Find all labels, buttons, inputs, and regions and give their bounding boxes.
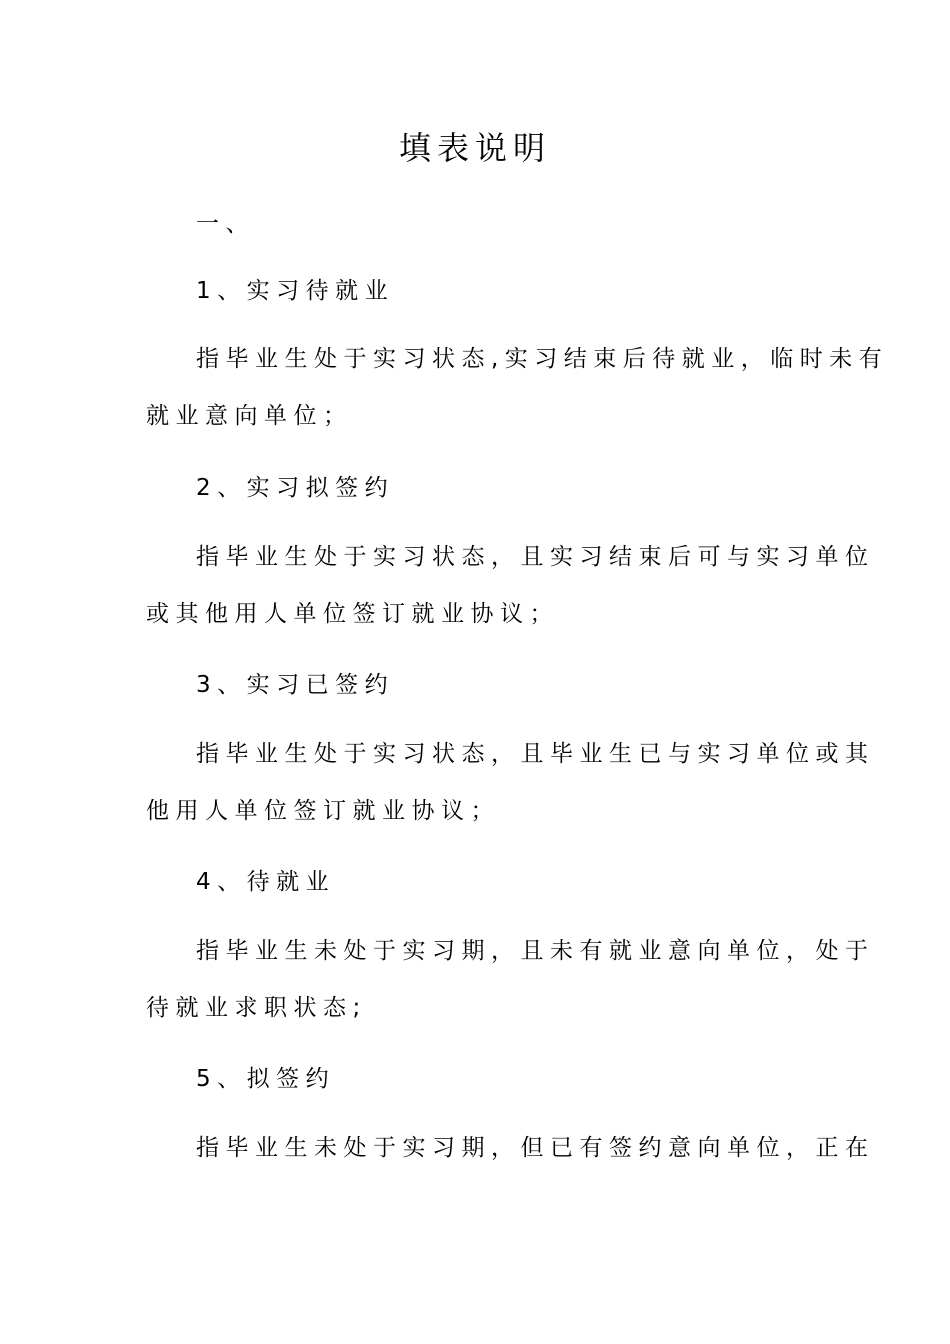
- item-desc-4-line-2: 待就业求职状态;: [146, 995, 367, 1021]
- item-desc-1-line-1: 指毕业生处于实习状态,实习结束后待就业，临时未有: [196, 346, 889, 372]
- item-heading-5: 5、拟签约: [196, 1066, 336, 1092]
- item-heading-2: 2、实习拟签约: [196, 475, 395, 501]
- item-desc-3-line-1: 指毕业生处于实习状态，且毕业生已与实习单位或其: [196, 741, 875, 767]
- item-heading-4: 4、待就业: [196, 869, 336, 895]
- item-desc-2-line-1: 指毕业生处于实习状态，且实习结束后可与实习单位: [196, 544, 875, 570]
- item-heading-1: 1、实习待就业: [196, 278, 395, 304]
- section-marker: 一、: [196, 211, 255, 237]
- item-desc-3-line-2: 他用人单位签订就业协议；: [146, 798, 500, 824]
- item-desc-5-line-1: 指毕业生未处于实习期，但已有签约意向单位，正在: [196, 1135, 875, 1161]
- item-desc-2-line-2: 或其他用人单位签订就业协议；: [146, 601, 559, 627]
- item-desc-4-line-1: 指毕业生未处于实习期，且未有就业意向单位，处于: [196, 938, 875, 964]
- page-title: 填表说明: [398, 129, 551, 167]
- item-heading-3: 3、实习已签约: [196, 672, 395, 698]
- item-desc-1-line-2: 就业意向单位；: [146, 403, 353, 429]
